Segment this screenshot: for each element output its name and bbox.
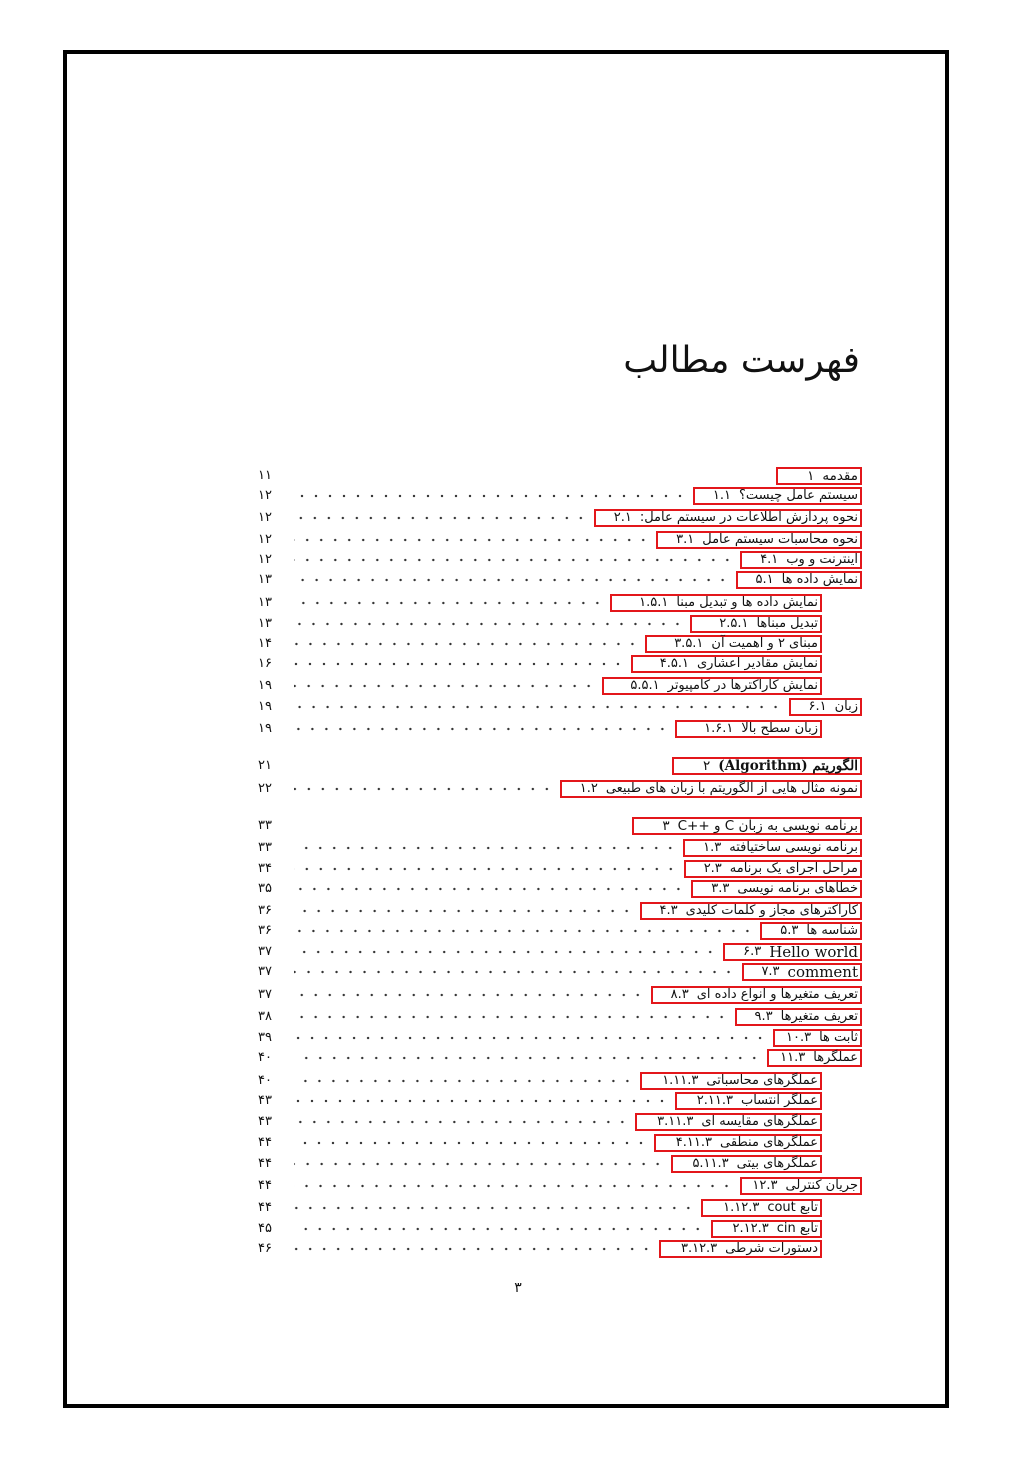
toc-link[interactable] <box>701 1199 822 1217</box>
toc-leader-dots <box>294 570 730 590</box>
toc-label: نمونه مثال هایی از الگوریتم با زبان های طبیعی <box>605 781 858 796</box>
toc-label: نحوه محاسبات سیستم عامل <box>702 532 858 547</box>
toc-row <box>258 593 822 613</box>
toc-link[interactable] <box>640 1072 822 1090</box>
toc-leader-dots <box>294 1007 729 1027</box>
toc-page-number: ۴۰ <box>258 1073 272 1088</box>
toc-row <box>258 697 862 717</box>
toc-link[interactable] <box>594 509 862 527</box>
toc-number: ۶.۱ <box>808 699 827 714</box>
toc-number: ۲.۱۱.۳ <box>696 1093 733 1108</box>
toc-number: ۴.۳ <box>659 903 678 918</box>
toc-row <box>258 921 862 941</box>
toc-link[interactable] <box>659 1240 822 1258</box>
toc-page-number: ۱۲ <box>258 488 272 503</box>
toc-leader-dots <box>294 466 770 486</box>
toc-leader-dots <box>294 1198 695 1218</box>
toc-page-number: ۴۰ <box>258 1050 272 1065</box>
toc-link[interactable] <box>610 594 822 612</box>
toc-number: ۱.۱ <box>712 488 731 503</box>
toc-link[interactable] <box>767 1049 862 1067</box>
toc-number: ۶.۳ <box>743 944 762 959</box>
toc-row <box>258 1071 822 1091</box>
toc-number: ۳.۳ <box>711 881 730 896</box>
toc-leader-dots <box>294 530 650 550</box>
toc-page-number: ۳۵ <box>258 881 272 896</box>
toc-number: ۷.۳ <box>761 964 780 979</box>
toc-page-number: ۱۳ <box>258 616 272 631</box>
toc-leader-dots <box>294 1112 629 1132</box>
toc-page-number: ۳۶ <box>258 923 272 938</box>
toc-link[interactable] <box>789 698 862 716</box>
page-title: فهرست مطالب <box>623 340 860 381</box>
toc-row <box>258 1154 822 1174</box>
toc-link[interactable] <box>740 551 862 569</box>
toc-page-number: ۱۲ <box>258 552 272 567</box>
toc-label: نمایش داده ها <box>781 572 858 587</box>
toc-page-number: ۱۴ <box>258 636 272 651</box>
toc-label: نمایش داده ها و تبدیل مبنا <box>676 595 818 610</box>
toc-label: جریان کنترلی <box>785 1178 858 1193</box>
toc-page-number: ۳۶ <box>258 903 272 918</box>
toc-row <box>258 985 862 1005</box>
toc-number: ۳ <box>662 818 670 834</box>
toc-leader-dots <box>294 779 554 799</box>
toc-link[interactable] <box>675 720 822 738</box>
toc-number: ۱.۶.۱ <box>704 721 734 736</box>
toc-label: دستورات شرطی <box>725 1241 818 1256</box>
toc-page-number: ۱۹ <box>258 699 272 714</box>
toc-page-number: ۱۳ <box>258 572 272 587</box>
toc-leader-dots <box>294 593 604 613</box>
toc-number: ۳.۱ <box>676 532 695 547</box>
toc-label: اینترنت و وب <box>786 552 858 567</box>
toc-row <box>258 466 862 486</box>
toc-page-number: ۴۳ <box>258 1093 272 1108</box>
toc-link[interactable] <box>683 839 862 857</box>
toc-label: برنامه نویسی به زبان C و ++C <box>677 818 858 834</box>
toc-leader-dots <box>294 859 678 879</box>
toc-page-number: ۴۵ <box>258 1221 272 1236</box>
toc-row <box>258 1219 822 1239</box>
toc-leader-dots <box>294 697 783 717</box>
toc-page-number: ۱۶ <box>258 656 272 671</box>
toc-label: نمایش مقادیر اعشاری <box>696 656 818 671</box>
toc-leader-dots <box>294 654 625 674</box>
toc-page-number: ۱۳ <box>258 595 272 610</box>
toc-number: ۵.۵.۱ <box>630 678 660 693</box>
toc-link[interactable] <box>740 1177 862 1195</box>
toc-label: سیستم عامل چیست؟ <box>739 488 858 503</box>
toc-number: ۴.۵.۱ <box>659 656 689 671</box>
toc-label: نمایش کاراکترها در کامپیوتر <box>667 678 818 693</box>
toc-link[interactable] <box>723 943 862 961</box>
toc-row <box>258 962 862 982</box>
toc-label: ثابت ها <box>819 1030 858 1045</box>
toc-link[interactable] <box>736 571 862 589</box>
toc-page-number: ۱۲ <box>258 510 272 525</box>
toc-number: ۱۱.۳ <box>780 1050 806 1065</box>
toc-page-number: ۳۴ <box>258 861 272 876</box>
toc-number: ۱۰.۳ <box>785 1030 812 1045</box>
toc-number: ۱.۵.۱ <box>639 595 669 610</box>
toc-link[interactable] <box>690 615 822 633</box>
toc-label: مبنای ۲ و اهمیت آن <box>711 636 818 651</box>
toc-page-number: ۳۷ <box>258 964 272 979</box>
toc-row <box>258 816 862 836</box>
toc-link[interactable] <box>776 467 862 485</box>
toc-leader-dots <box>294 756 666 776</box>
toc-link[interactable] <box>760 922 862 940</box>
footer-page-number: ۳ <box>514 1280 522 1296</box>
toc-row <box>258 654 822 674</box>
toc-leader-dots <box>294 508 588 528</box>
toc-leader-dots <box>294 676 596 696</box>
toc-leader-dots <box>294 1071 634 1091</box>
toc-number: ۱.۱۲.۳ <box>723 1200 760 1215</box>
toc-label: خطاهای برنامه نویسی <box>737 881 858 896</box>
toc-leader-dots <box>294 719 669 739</box>
toc-page-number: ۳۹ <box>258 1030 272 1045</box>
toc-link[interactable] <box>631 655 822 673</box>
toc-leader-dots <box>294 614 684 634</box>
toc-number: ۴.۱۱.۳ <box>675 1135 712 1150</box>
toc-leader-dots <box>294 816 626 836</box>
toc-row <box>258 1007 862 1027</box>
toc-number: ۱.۱۱.۳ <box>662 1073 699 1088</box>
toc-row <box>258 1239 822 1259</box>
toc-number: ۵.۳ <box>780 923 799 938</box>
toc-link[interactable] <box>651 986 862 1004</box>
toc-page-number: ۱۹ <box>258 721 272 736</box>
toc-label: تابع cin <box>776 1221 818 1236</box>
toc-label: عملگرهای منطقی <box>719 1135 818 1150</box>
toc-label: عملگر انتساب <box>740 1093 818 1108</box>
toc-row <box>258 614 822 634</box>
toc-number: ۲ <box>703 758 711 774</box>
toc-label: نحوه پردازش اطلاعات در سیستم عامل: <box>639 510 858 525</box>
toc-leader-dots <box>294 1048 761 1068</box>
toc-link[interactable] <box>640 902 862 920</box>
toc-page-number: ۲۱ <box>258 758 272 773</box>
toc-number: ۲.۳ <box>703 861 722 876</box>
toc-label: عملگرهای مقایسه ای <box>701 1114 818 1129</box>
toc-row <box>258 838 862 858</box>
toc-page-number: ۴۳ <box>258 1114 272 1129</box>
toc-page-number: ۳۳ <box>258 818 272 833</box>
toc-link[interactable] <box>672 757 862 775</box>
toc-leader-dots <box>294 1154 665 1174</box>
toc-number: ۱ <box>807 468 815 484</box>
toc-page-number: ۱۱ <box>258 468 272 483</box>
toc-label: عملگرها <box>813 1050 858 1065</box>
toc-link[interactable] <box>691 880 862 898</box>
toc-number: ۴.۱ <box>760 552 779 567</box>
toc-link[interactable] <box>654 1134 822 1152</box>
toc-page-number: ۳۷ <box>258 987 272 1002</box>
toc-leader-dots <box>294 962 736 982</box>
toc-link[interactable] <box>656 531 862 549</box>
toc-label: زبان سطح بالا <box>741 721 818 736</box>
toc-leader-dots <box>294 1133 648 1153</box>
toc-label: comment <box>787 963 858 981</box>
toc-number: ۲.۵.۱ <box>719 616 749 631</box>
toc-page-number: ۳۳ <box>258 840 272 855</box>
toc-page-number: ۲۲ <box>258 781 272 796</box>
toc-link[interactable] <box>735 1008 862 1026</box>
toc-row <box>258 719 822 739</box>
toc-row <box>258 550 862 570</box>
toc-label: تعریف متغیرها <box>780 1009 858 1024</box>
toc-page-number: ۴۴ <box>258 1156 272 1171</box>
toc-label: الگوریتم (Algorithm) <box>718 758 858 774</box>
toc-label: برنامه نویسی ساختیافته <box>729 840 858 855</box>
toc-label: تعریف متغیرها و انواع داده ای <box>696 987 858 1002</box>
toc-number: ۲.۱۲.۳ <box>732 1221 769 1236</box>
toc-row <box>258 1028 862 1048</box>
toc-link[interactable] <box>671 1155 822 1173</box>
toc-number: ۳.۵.۱ <box>674 636 704 651</box>
toc-row <box>258 570 862 590</box>
toc-page-number: ۳۸ <box>258 1009 272 1024</box>
toc-row <box>258 1198 822 1218</box>
toc-label: Hello world <box>769 943 858 961</box>
toc-number: ۵.۱ <box>755 572 774 587</box>
toc-number: ۱۲.۳ <box>752 1178 778 1193</box>
toc-label: شناسه ها <box>806 923 858 938</box>
toc-page-number: ۳۷ <box>258 944 272 959</box>
toc-row <box>258 486 862 506</box>
toc-row <box>258 530 862 550</box>
toc-row <box>258 901 862 921</box>
toc-page-number: ۴۴ <box>258 1135 272 1150</box>
toc-label: مراحل اجرای یک برنامه <box>729 861 858 876</box>
toc-page-number: ۴۶ <box>258 1241 272 1256</box>
toc-leader-dots <box>294 486 687 506</box>
toc-page-number: ۴۴ <box>258 1178 272 1193</box>
toc-page-number: ۱۲ <box>258 532 272 547</box>
toc-number: ۲.۱ <box>613 510 632 525</box>
toc-row <box>258 859 862 879</box>
toc-row <box>258 676 822 696</box>
toc-link[interactable] <box>684 860 862 878</box>
toc-link[interactable] <box>602 677 822 695</box>
toc-label: مقدمه <box>822 468 858 484</box>
toc-leader-dots <box>294 1091 669 1111</box>
toc-row <box>258 508 862 528</box>
toc-leader-dots <box>294 1028 767 1048</box>
toc-link[interactable] <box>742 963 862 981</box>
toc-label: عملگرهای محاسباتی <box>706 1073 818 1088</box>
toc-row <box>258 942 862 962</box>
toc-page-number: ۴۴ <box>258 1200 272 1215</box>
toc-label: زبان <box>834 699 858 714</box>
toc-leader-dots <box>294 985 645 1005</box>
toc-number: ۵.۱۱.۳ <box>692 1156 729 1171</box>
toc-leader-dots <box>294 879 685 899</box>
toc-row <box>258 1112 822 1132</box>
toc-leader-dots <box>294 1219 705 1239</box>
toc-page-number: ۱۹ <box>258 678 272 693</box>
toc-leader-dots <box>294 634 639 654</box>
toc-leader-dots <box>294 1176 734 1196</box>
toc-leader-dots <box>294 550 734 570</box>
toc-label: تابع cout <box>767 1200 818 1215</box>
toc-label: عملگرهای بیتی <box>736 1156 818 1171</box>
toc-leader-dots <box>294 838 677 858</box>
toc-number: ۸.۳ <box>670 987 689 1002</box>
toc-row <box>258 879 862 899</box>
toc-leader-dots <box>294 901 634 921</box>
toc-row <box>258 1091 822 1111</box>
toc-row <box>258 1048 862 1068</box>
toc-link[interactable] <box>675 1092 822 1110</box>
toc-row <box>258 634 822 654</box>
toc-number: ۳.۱۲.۳ <box>680 1241 718 1256</box>
toc-leader-dots <box>294 921 754 941</box>
toc-link[interactable] <box>773 1029 862 1047</box>
toc-link[interactable] <box>635 1113 822 1131</box>
toc-link[interactable] <box>560 780 862 798</box>
toc-link[interactable] <box>632 817 862 835</box>
toc-link[interactable] <box>645 635 822 653</box>
toc-label: تبدیل مبناها <box>756 616 818 631</box>
toc-number: ۱.۳ <box>703 840 722 855</box>
toc-label: کاراکترهای مجاز و کلمات کلیدی <box>685 903 858 918</box>
toc-link[interactable] <box>693 487 862 505</box>
toc-number: ۹.۳ <box>754 1009 773 1024</box>
toc-number: ۳.۱۱.۳ <box>657 1114 694 1129</box>
toc-row <box>258 1176 862 1196</box>
toc-leader-dots <box>294 942 717 962</box>
toc-row <box>258 1133 822 1153</box>
toc-number: ۱.۲ <box>579 781 598 796</box>
toc-link[interactable] <box>711 1220 822 1238</box>
toc-row <box>258 779 862 799</box>
toc-row <box>258 756 862 776</box>
toc-leader-dots <box>294 1239 653 1259</box>
